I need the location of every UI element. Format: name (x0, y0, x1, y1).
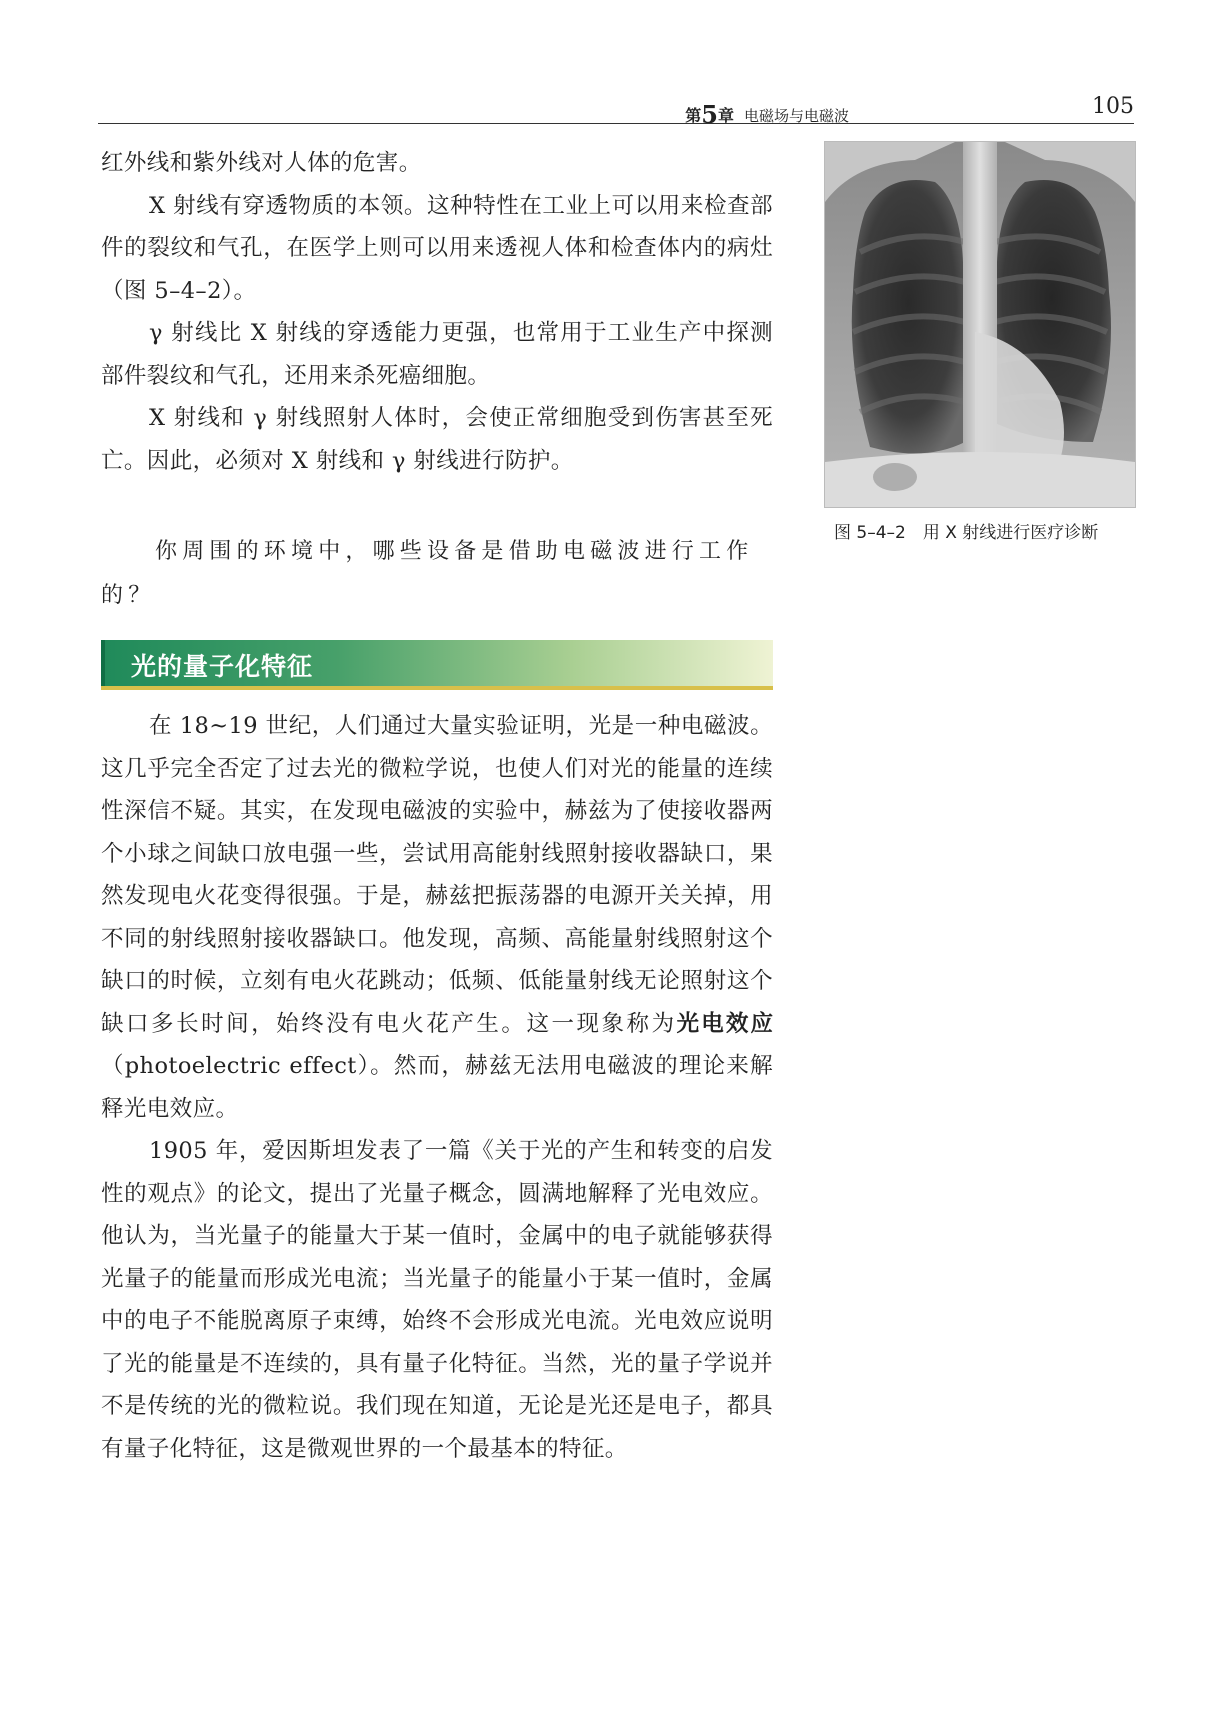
chest-xray-image (824, 141, 1136, 508)
photoelectric-text-before: 在 18~19 世纪，人们通过大量实验证明，光是一种电磁波。这几乎完全否定了过去光的微粒学说，也使人们对光的能量的连续性深信不疑。其实，在发现电磁波的实验中，赫兹为了使接收器两个小球之间缺口放电强一些，尝试用高能射线照射接收器缺口，果然发现电火花变得很强。于是，赫兹把振荡器的电源开关关掉，用不同的射线照射接收器缺口。他发现，高频、高能量射线照射这个缺口的时候，立刻有电火花跳动；低频、低能量射线无论照射这个缺口多长时间，始终没有电火花产生。这一现象称为 (101, 713, 773, 1037)
chapter-title: 电磁场与电磁波 (743, 107, 849, 125)
header-divider (98, 123, 1134, 124)
paragraph-continuation: 红外线和紫外线对人体的危害。 (101, 150, 422, 176)
paragraph-einstein: 1905 年，爱因斯坦发表了一篇《关于光的产生和转变的启发性的观点》的论文，提出了光量子概念，圆满地解释了光电效应。他认为，当光量子的能量大于某一值时，金属中的电子就能够获得光量子的能量而形成光电流；当光量子的能量小于某一值时，金属中的电子不能脱离原子束缚，始终不会形成光电流。光电效应说明了光的能量是不连续的，具有量子化特征。当然，光的量子学说并不是传统的光的微粒说。我们现在知道，无论是光还是电子，都具有量子化特征，这是微观世界的一个最基本的特征。 (101, 1138, 773, 1462)
body-text-section (101, 705, 773, 1470)
photoelectric-text-after: （photoelectric effect）。然而，赫兹无法用电磁波的理论来解释光电效应。 (101, 1053, 773, 1122)
paragraph-gamma: γ 射线比 X 射线的穿透能力更强，也常用于工业生产中探测部件裂纹和气孔，还用来杀死癌细胞。 (101, 320, 773, 389)
paragraph-xray: X 射线有穿透物质的本领。这种特性在工业上可以用来检查部件的裂纹和气孔，在医学上则可以用来透视人体和检查体内的病灶（图 5–4–2）。 (101, 192, 773, 304)
paragraph-photoelectric (101, 705, 773, 1130)
chapter-suffix: 章 (717, 106, 734, 125)
body-text-top (101, 142, 773, 482)
section-title: 光的量子化特征 (131, 652, 314, 681)
page-number: 105 (1092, 94, 1134, 119)
key-term-photoelectric-effect: 光电效应 (676, 1010, 773, 1037)
think-question: 你周围的环境中，哪些设备是借助电磁波进行工作的？ (101, 539, 754, 608)
chapter-number: 5 (701, 100, 718, 129)
section-bar-accent (101, 640, 105, 686)
section-bar-underline (101, 686, 773, 690)
figure-caption: 图 5–4–2 用 X 射线进行医疗诊断 (834, 523, 1099, 543)
paragraph-protection: X 射线和 γ 射线照射人体时，会使正常细胞受到伤害甚至死亡。因此，必须对 X 射线和 γ 射线进行防护。 (101, 405, 773, 474)
section-heading-bar (101, 640, 773, 686)
chapter-label: 第 (685, 106, 702, 125)
chapter-heading (685, 100, 849, 129)
chest-xray-icon (825, 142, 1135, 507)
